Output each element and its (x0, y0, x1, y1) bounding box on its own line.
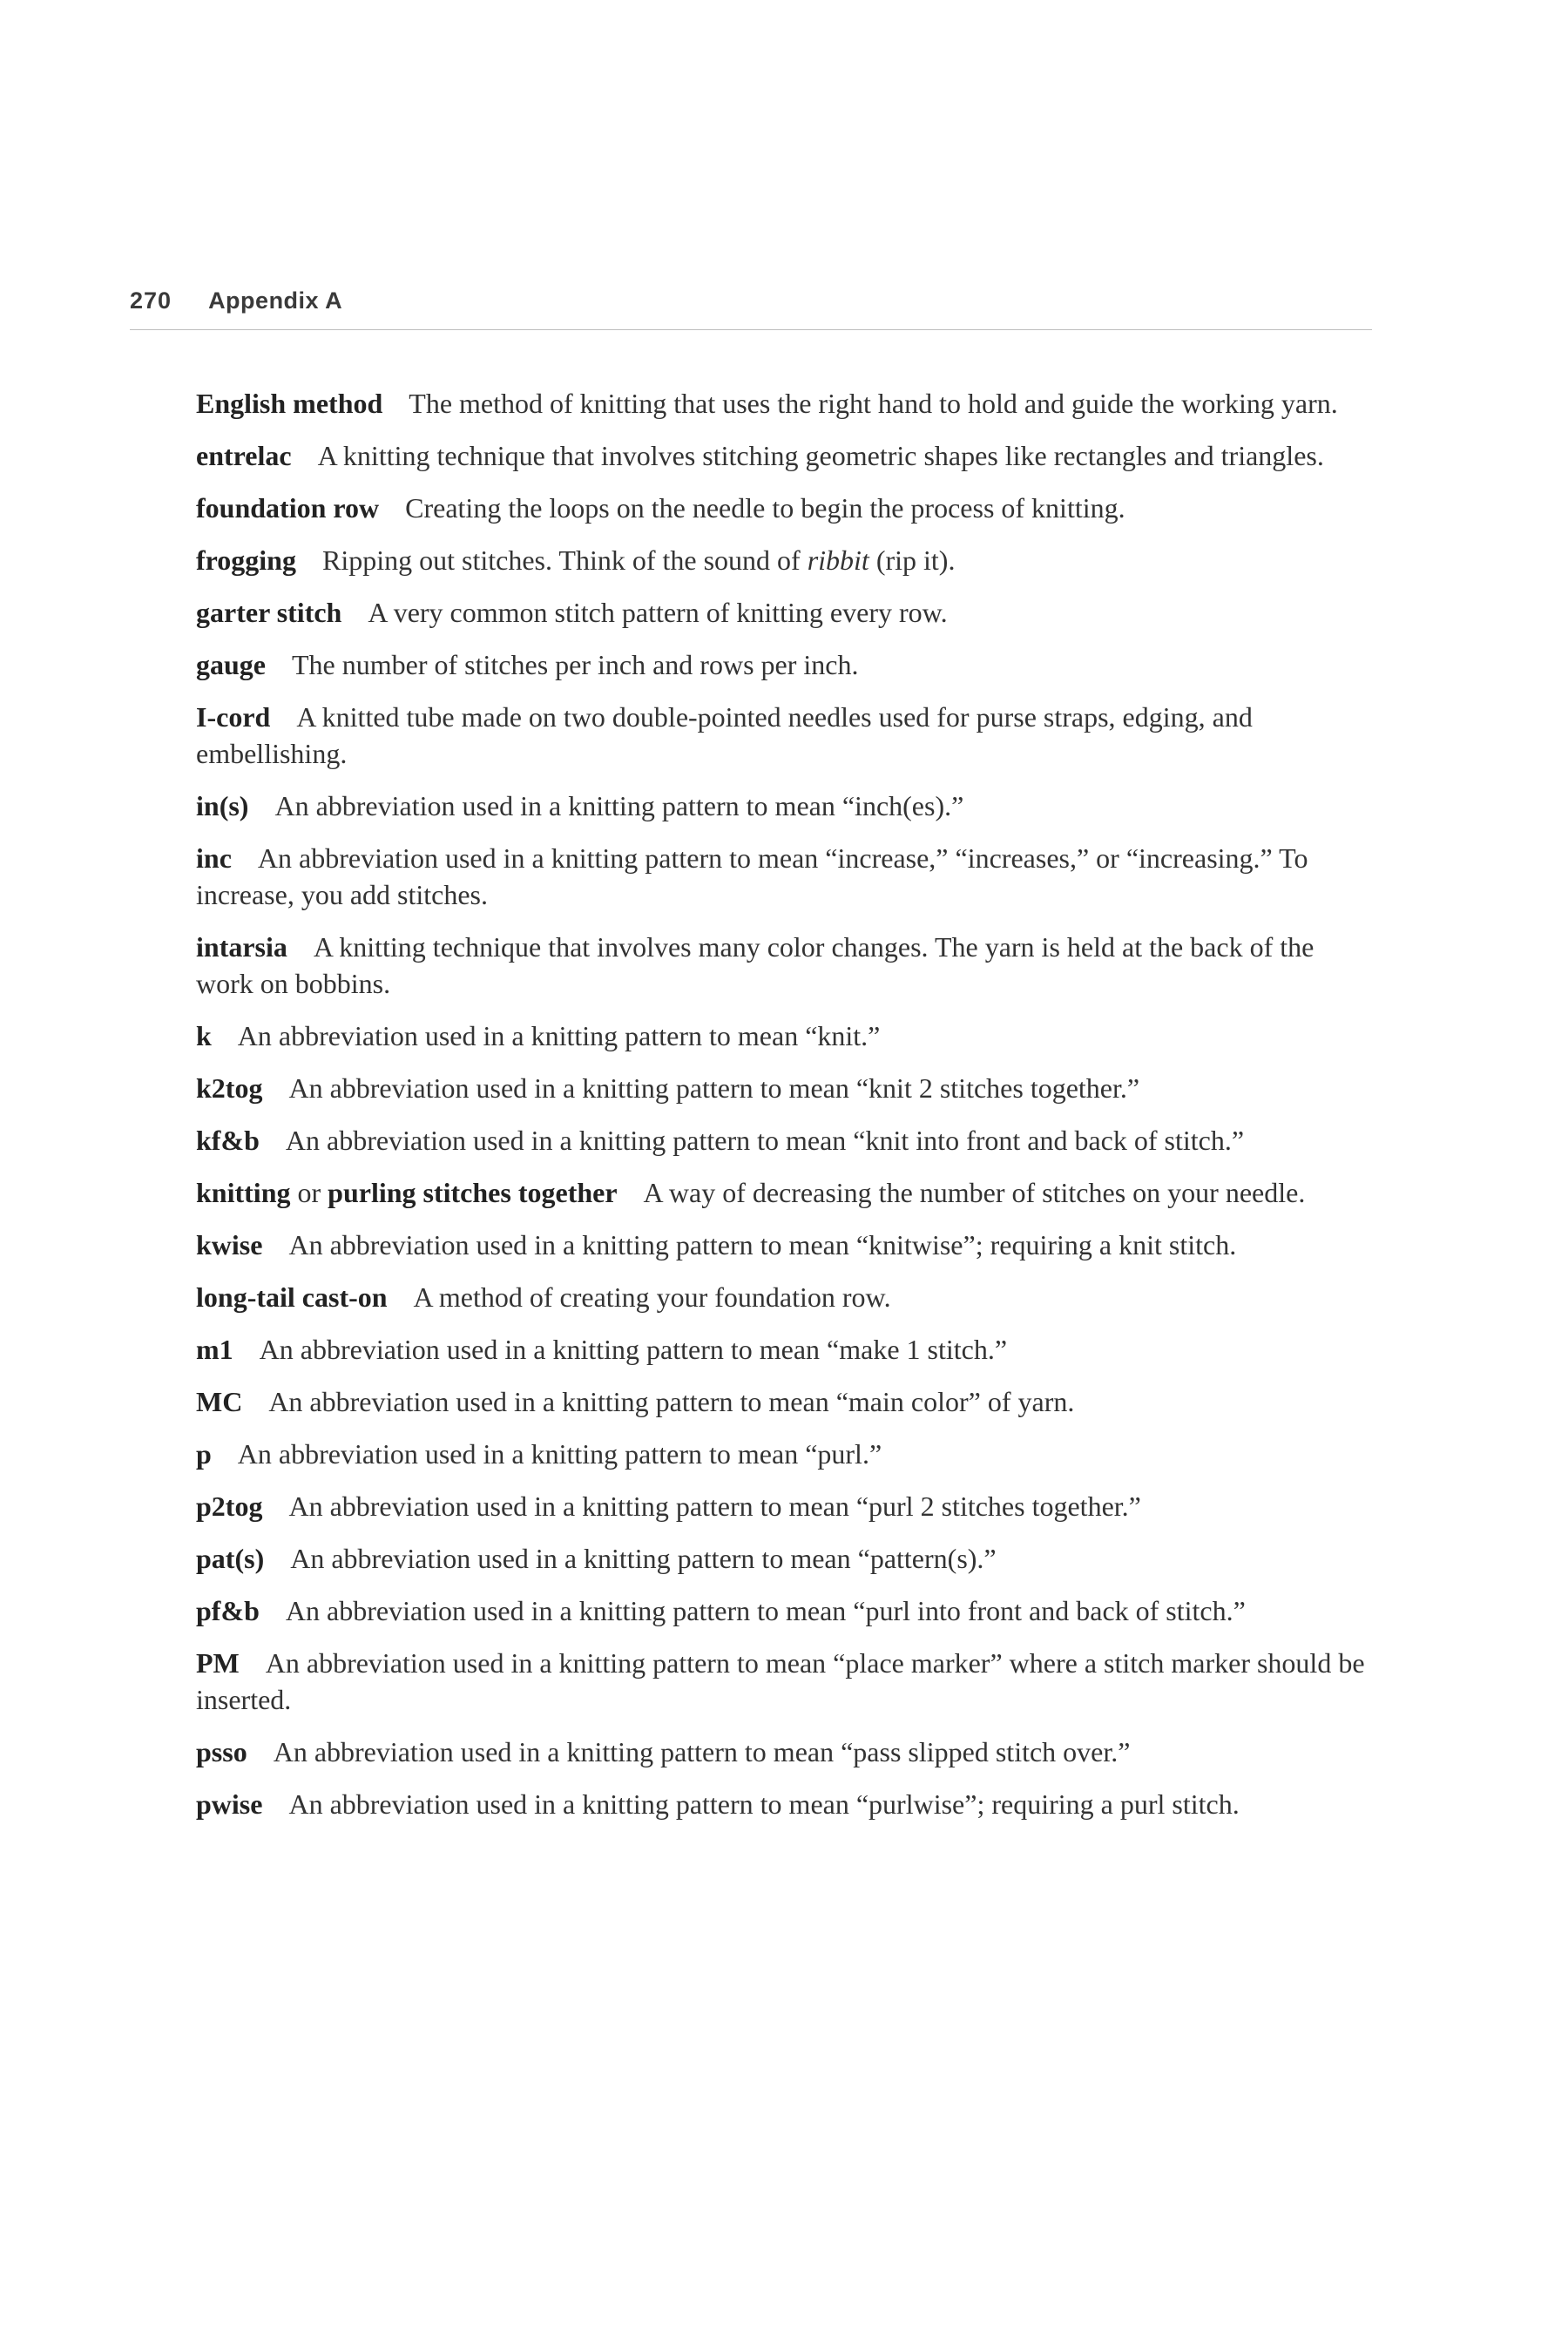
glossary-entry (196, 1122, 1376, 1159)
glossary-term: pf&b (196, 1595, 260, 1626)
glossary-definition: An abbreviation used in a knitting pattern to mean “purlwise”; requiring a purl stitch. (288, 1788, 1240, 1820)
glossary-term: PM (196, 1647, 240, 1679)
glossary-definition: A method of creating your foundation row. (413, 1281, 891, 1313)
glossary-entry (196, 1070, 1376, 1106)
glossary-term: entrelac (196, 440, 292, 471)
glossary-definition: An abbreviation used in a knitting pattern to mean “knitwise”; requiring a knit stitch. (288, 1229, 1237, 1260)
glossary-entry (196, 840, 1376, 913)
glossary-entry (196, 1331, 1376, 1368)
glossary-term: pwise (196, 1788, 263, 1820)
glossary-term: MC (196, 1386, 243, 1417)
glossary-entry (196, 699, 1376, 772)
glossary-term: kf&b (196, 1125, 260, 1156)
glossary-entry (196, 646, 1376, 683)
glossary-definition: The number of stitches per inch and rows per inch. (292, 649, 859, 680)
glossary-entry (196, 594, 1376, 631)
glossary-entry (196, 1279, 1376, 1315)
glossary-definition: An abbreviation used in a knitting pattern to mean “knit into front and back of stitch.” (285, 1125, 1245, 1156)
glossary-entry (196, 490, 1376, 526)
glossary-term: frogging (196, 544, 296, 576)
glossary-entry (196, 1383, 1376, 1420)
glossary-definition-continued: (rip it). (875, 544, 956, 576)
glossary-definition: Ripping out stitches. Think of the sound of (321, 544, 801, 576)
glossary-definition: An abbreviation used in a knitting pattern to mean “increase,” “increases,” or “increasing.” To increase, you add stitches. (196, 842, 1308, 910)
glossary-entry (196, 1734, 1376, 1770)
glossary-entry (196, 542, 1376, 578)
glossary-term: long-tail cast-on (196, 1281, 388, 1313)
page-number: 270 (130, 287, 172, 314)
glossary-definition: The method of knitting that uses the right hand to hold and guide the working yarn. (409, 388, 1338, 419)
glossary-term: inc (196, 842, 232, 874)
glossary-entry (196, 385, 1376, 422)
glossary-term: k (196, 1020, 212, 1051)
glossary-definition: An abbreviation used in a knitting pattern to mean “make 1 stitch.” (259, 1334, 1008, 1365)
glossary-term: I-cord (196, 701, 271, 733)
glossary-term: garter stitch (196, 597, 342, 628)
running-head (130, 287, 1372, 330)
glossary-entry (196, 1174, 1376, 1211)
glossary-definition: A knitting technique that involves stitching geometric shapes like rectangles and triangles. (317, 440, 1324, 471)
glossary-term: kwise (196, 1229, 263, 1260)
glossary-definition: An abbreviation used in a knitting pattern to mean “purl.” (237, 1438, 882, 1470)
glossary-term: English method (196, 388, 383, 419)
glossary-definition: An abbreviation used in a knitting pattern to mean “inch(es).” (274, 790, 964, 821)
glossary-term: knitting (196, 1177, 291, 1208)
glossary-term: pat(s) (196, 1543, 265, 1574)
glossary-term: gauge (196, 649, 266, 680)
glossary-definition: A very common stitch pattern of knitting every row. (368, 597, 948, 628)
glossary-term-alternate: purling stitches together (328, 1177, 618, 1208)
glossary-definition: An abbreviation used in a knitting pattern to mean “purl into front and back of stitch.” (285, 1595, 1246, 1626)
glossary-entry (196, 1227, 1376, 1263)
glossary-term: p (196, 1438, 212, 1470)
glossary-definition: A way of decreasing the number of stitches on your needle. (643, 1177, 1306, 1208)
glossary-definition: An abbreviation used in a knitting pattern to mean “pattern(s).” (290, 1543, 997, 1574)
glossary-definition: An abbreviation used in a knitting pattern to mean “knit.” (237, 1020, 881, 1051)
glossary-term: in(s) (196, 790, 249, 821)
glossary-definition: An abbreviation used in a knitting pattern to mean “purl 2 stitches together.” (288, 1490, 1141, 1522)
glossary-entry (196, 1436, 1376, 1472)
glossary-term: intarsia (196, 931, 287, 963)
glossary-entry (196, 787, 1376, 824)
glossary-term-connector: or (297, 1177, 321, 1208)
glossary-entry (196, 1017, 1376, 1054)
glossary-entry (196, 1786, 1376, 1822)
glossary-entry (196, 929, 1376, 1002)
chapter-title: Appendix A (208, 287, 343, 314)
glossary-entry (196, 1488, 1376, 1524)
glossary-term: m1 (196, 1334, 233, 1365)
glossary-definition-emphasis: ribbit (807, 544, 869, 576)
glossary-term: psso (196, 1736, 247, 1767)
glossary-term: foundation row (196, 492, 380, 524)
glossary-term: p2tog (196, 1490, 263, 1522)
glossary-definition: An abbreviation used in a knitting pattern to mean “knit 2 stitches together.” (288, 1072, 1140, 1104)
glossary-definition: Creating the loops on the needle to begin the process of knitting. (405, 492, 1125, 524)
glossary-entry (196, 437, 1376, 474)
glossary-definition: A knitting technique that involves many color changes. The yarn is held at the back of the work on bobbins. (196, 931, 1315, 999)
glossary-list (196, 385, 1376, 1838)
glossary-definition: An abbreviation used in a knitting pattern to mean “pass slipped stitch over.” (273, 1736, 1131, 1767)
glossary-entry (196, 1645, 1376, 1718)
glossary-definition: An abbreviation used in a knitting pattern to mean “main color” of yarn. (268, 1386, 1075, 1417)
glossary-term: k2tog (196, 1072, 263, 1104)
glossary-definition: A knitted tube made on two double-pointed needles used for purse straps, edging, and embellishing. (196, 701, 1253, 769)
glossary-definition: An abbreviation used in a knitting pattern to mean “place marker” where a stitch marker should be inserted. (196, 1647, 1365, 1715)
glossary-entry (196, 1540, 1376, 1577)
glossary-entry (196, 1592, 1376, 1629)
